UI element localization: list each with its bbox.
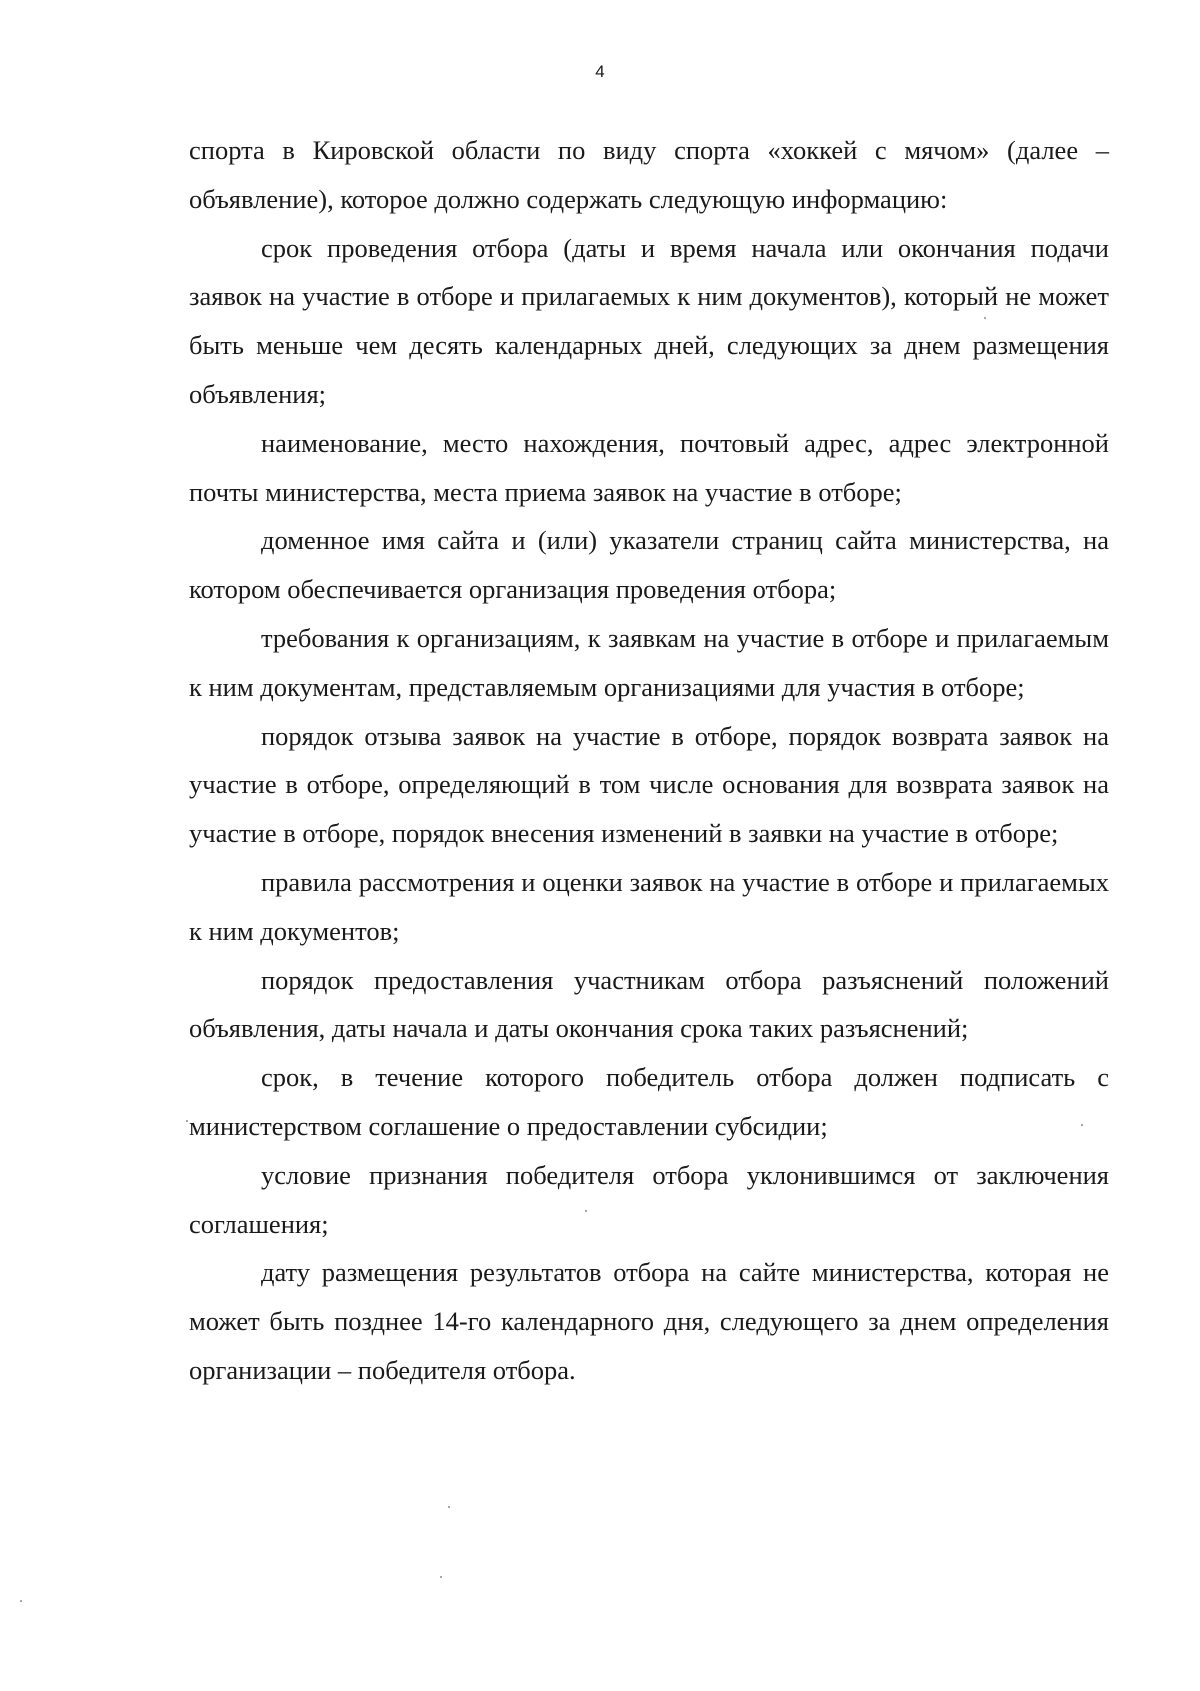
document-body <box>189 126 1109 1395</box>
paragraph-domain-name: доменное имя сайта и (или) указатели страниц сайта министерства, на котором обеспечивается организация проведения отбора; <box>189 525 1109 605</box>
paragraph-clarifications: порядок предоставления участникам отбора разъяснений положений объявления, даты начала и даты окончания срока таких разъяснений; <box>189 964 1109 1044</box>
paragraph-review-rules: правила рассмотрения и оценки заявок на участие в отборе и прилагаемых к ним документов; <box>189 866 1109 946</box>
paragraph-results-date: дату размещения результатов отбора на сайте министерства, которая не может быть позднее 14-го календарного дня, следующего за днем определения организации – победителя отбора. <box>189 1257 1109 1385</box>
scan-speck <box>440 1576 442 1578</box>
scan-speck <box>186 1120 188 1122</box>
scan-speck <box>984 317 986 319</box>
paragraph-evasion-condition: условие признания победителя отбора уклонившимся от заключения соглашения; <box>189 1159 1109 1239</box>
scan-speck <box>448 1506 450 1508</box>
paragraph-ministry-contacts: наименование, место нахождения, почтовый адрес, адрес электронной почты министерства, места приема заявок на участие в отборе; <box>189 427 1109 507</box>
scan-speck <box>585 1210 587 1212</box>
scan-speck <box>20 1600 22 1602</box>
paragraph-withdrawal-order: порядок отзыва заявок на участие в отборе, порядок возврата заявок на участие в отборе, определяющий в том числе основания для возврата заявок на участие в отборе, порядок внесения изменений в заявки на участие в отборе; <box>189 720 1109 849</box>
paragraph-continuation: спорта в Кировской области по виду спорта «хоккей с мячом» (далее – объявление), которое должно содержать следующую информацию: <box>189 135 1109 214</box>
paragraph-requirements: требования к организациям, к заявкам на участие в отборе и прилагаемым к ним документам, представляемым организациями для участия в отборе; <box>189 622 1109 702</box>
scan-speck <box>1081 1124 1083 1126</box>
page-number: 4 <box>595 62 605 81</box>
paragraph-deadline: срок проведения отбора (даты и время начала или окончания подачи заявок на участие в отборе и прилагаемых к ним документов), который не может быть меньше чем десять календарных дней, следующих за днем размещения объявления; <box>189 232 1109 409</box>
paragraph-signing-deadline: срок, в течение которого победитель отбора должен подписать с министерством соглашение о предоставлении субсидии; <box>189 1062 1109 1141</box>
